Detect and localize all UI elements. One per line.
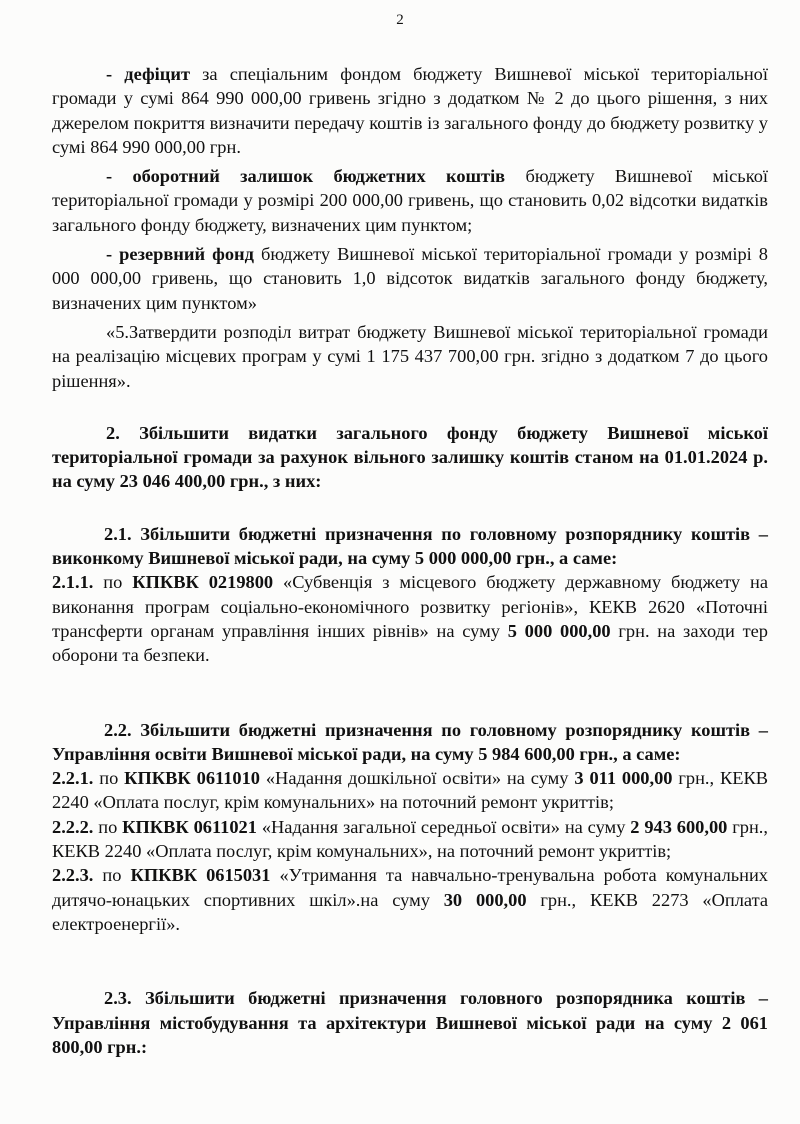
item-2-2-1 <box>52 766 768 815</box>
item-2-2-3 <box>52 863 768 936</box>
item-text-tail: грн., КЕКВ 2240 «Оплата послуг, крім комунальних», на поточний ремонт укриттів; <box>52 816 768 862</box>
reserve-term: резервний фонд <box>119 244 254 265</box>
item-pre: по <box>93 865 131 886</box>
item-pre: по <box>93 768 125 789</box>
item-2-2-2 <box>52 815 768 864</box>
item-number: 2.2.3. <box>52 865 94 886</box>
subsection-2-1-heading: 2.1. Збільшити бюджетні призначення по головному розпоряднику коштів – виконкому Вишневої міської ради, на суму 5 000 000,00 грн., а саме: <box>52 523 768 569</box>
item-amount: 5 000 000,00 <box>507 620 611 641</box>
item-pre: по <box>93 816 123 837</box>
page-number: 2 <box>396 12 404 28</box>
document-body <box>52 62 768 1059</box>
item-text: «Утримання та навчально-тренувальна робота комунальних дитячо-юнацьких спортивних шкіл».на суму <box>52 865 769 910</box>
item-text-tail: грн. на заходи тер оборони та безпеки. <box>52 620 768 666</box>
item-amount: 30 000,00 <box>443 889 527 910</box>
subsection-2-2-heading: 2.2. Збільшити бюджетні призначення по головному розпоряднику коштів – Управління освіти Вишневої міської ради, на суму 5 984 600,00 грн., а саме: <box>52 719 768 764</box>
item-text: «Субвенція з місцевого бюджету державному бюджету на виконання програм соціально-економічного розвитку регіонів», КЕКВ 2620 «Поточні трансферти органам управління інших рівнів» на суму <box>52 572 769 641</box>
bullet-dash: - <box>106 64 125 84</box>
program-code: КПКВК 0611021 <box>122 816 257 837</box>
item-number: 2.2.1. <box>52 768 94 789</box>
reserve-text: бюджету Вишневої міської територіальної громади у розмірі 8 000 000,00 гривень, що становить 1,0 відсоток видатків загального фонду бюджету, визначених цим пунктом» <box>52 244 768 313</box>
program-code: КПКВК 0219800 <box>132 572 274 593</box>
bullet-dash: - <box>106 244 120 265</box>
balance-text: бюджету Вишневої міської територіальної громади у розмірі 200 000,00 гривень, що становить 0,02 відсотки видатків загального фонду бюджету, визначених цим пунктом; <box>52 166 768 235</box>
program-code: КПКВК 0615031 <box>130 865 271 886</box>
item-text: «Надання загальної середньої освіти» на суму <box>256 816 631 837</box>
item-amount: 2 943 600,00 <box>630 816 728 837</box>
item-text: «Надання дошкільної освіти» на суму <box>259 768 575 789</box>
subsection-2-3-heading: 2.3. Збільшити бюджетні призначення головного розпорядника коштів – Управління містобудування та архітектури Вишневої міської ради на суму 2 061 800,00 грн.: <box>52 988 768 1057</box>
item-number: 2.2.2. <box>52 816 94 837</box>
balance-paragraph <box>52 164 768 237</box>
reserve-paragraph <box>52 242 768 315</box>
deficit-paragraph <box>52 62 768 159</box>
bullet-dash: - <box>106 166 133 187</box>
item-number: 2.1.1. <box>52 572 94 593</box>
item-2-1-1 <box>52 570 768 667</box>
deficit-text: за спеціальним фондом бюджету Вишневої міської територіальної громади у сумі 864 990 000,00 гривень згідно з додатком № 2 до цього рішення, з них джерелом покриття визначити передачу коштів із загального фонду до бюджету розвитку у сумі 864 990 000,00 грн. <box>52 64 768 157</box>
item-text-tail: грн., КЕКВ 2273 «Оплата електроенергії». <box>52 889 769 934</box>
item-text-tail: грн., КЕКВ 2240 «Оплата послуг, крім комунальних» на поточний ремонт укриттів; <box>52 768 769 813</box>
item-amount: 3 011 000,00 <box>574 768 673 789</box>
section2-heading: 2. Збільшити видатки загального фонду бюджету Вишневої міської територіальної громади за рахунок вільного залишку коштів станом на 01.01.2024 р. на суму 23 046 400,00 грн., з них: <box>52 422 768 492</box>
item-pre: по <box>93 572 133 593</box>
program-code: КПКВК 0611010 <box>124 768 260 789</box>
deficit-term: дефіцит <box>124 64 191 84</box>
item5-paragraph: «5.Затвердити розподіл витрат бюджету Вишневої міської територіальної громади на реалізацію місцевих програм у сумі 1 175 437 700,00 грн. згідно з додатком 7 до цього рішення». <box>52 321 768 391</box>
balance-term: оборотний залишок бюджетних коштів <box>132 166 506 187</box>
